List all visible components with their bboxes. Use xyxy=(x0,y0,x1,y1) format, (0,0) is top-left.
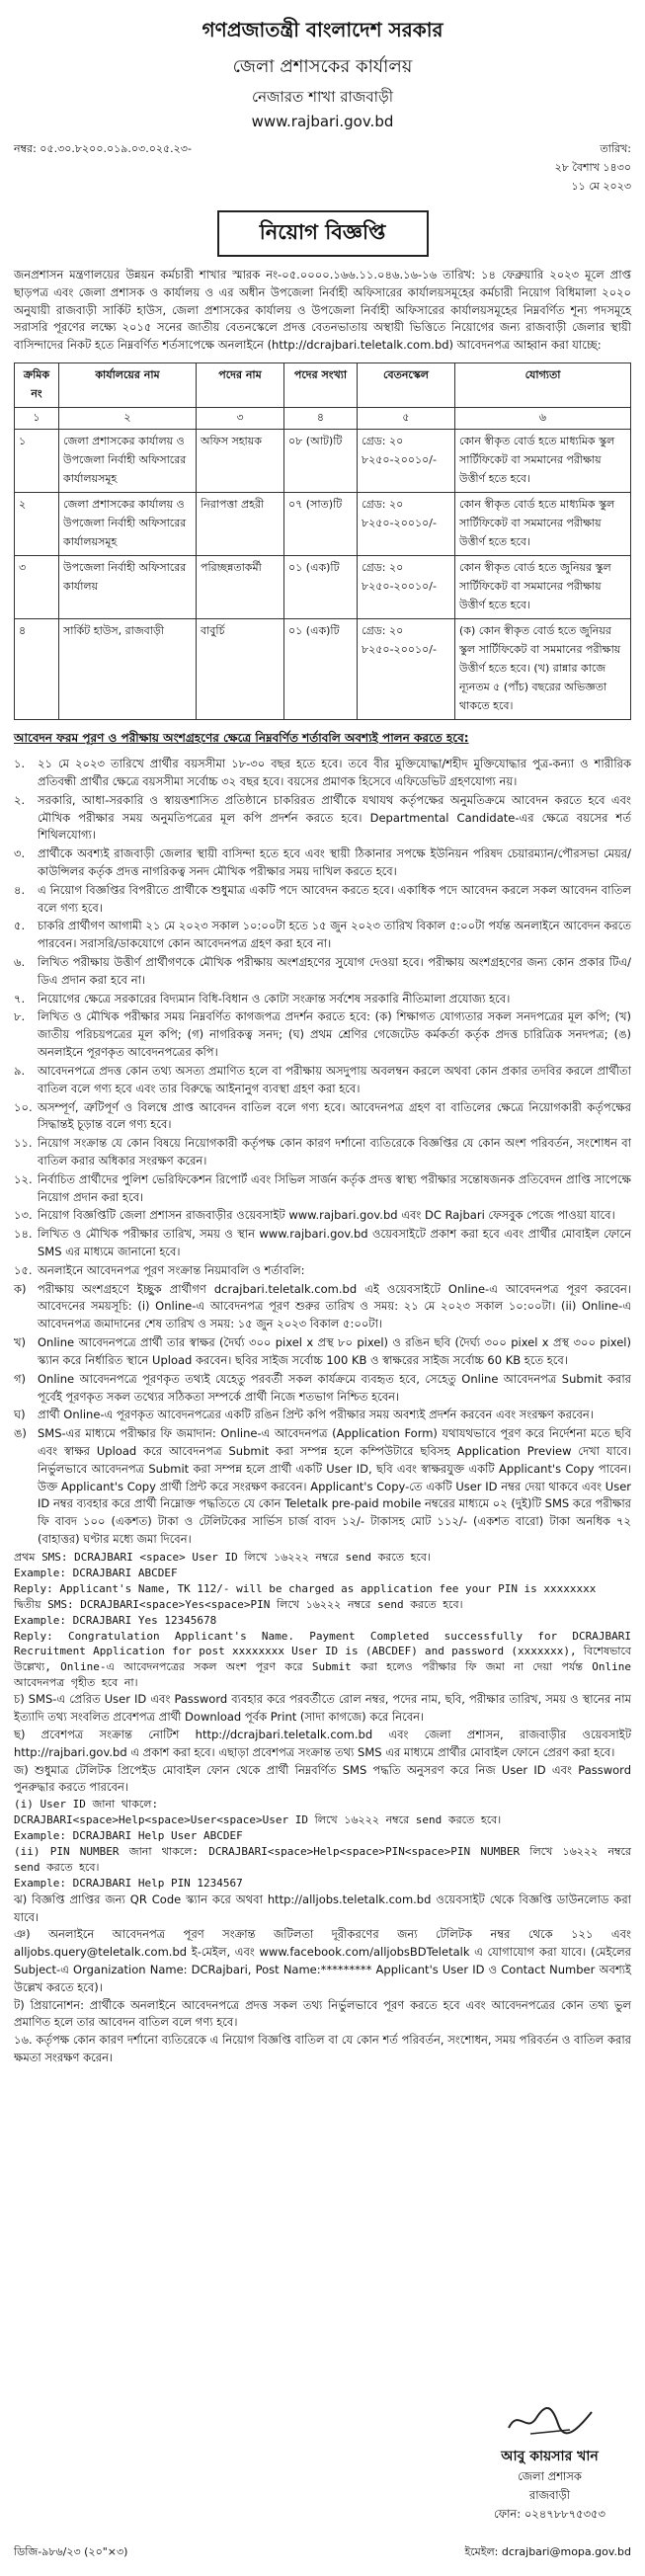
condition-text: Online আবেদনপত্রে পূরণকৃত তথ্যই যেহেতু পরবর্তী সকল কার্যক্রমে ব্যবহৃত হবে, সেহেতু Online আবেদনপত্র Submit করার পূর্বেই পূরণকৃত সকল তথ্যের সঠিকতা সম্পর্কে প্রার্থী নিজে শতভাগ নিশ্চিত হবেন। xyxy=(38,1371,631,1404)
column-number: ৪ xyxy=(284,408,358,430)
header-serial: ক্রমিক নং xyxy=(15,363,59,408)
signatory-place: রাজবাড়ী xyxy=(528,2488,571,2502)
cell-qualification: কোন স্বীকৃত বোর্ড হতে মাধ্যমিক স্কুল সার্টিফিকেট বা সমমানের পরীক্ষায় উত্তীর্ণ হতে হবে। xyxy=(455,430,631,493)
cell-serial: ২ xyxy=(15,493,59,556)
column-number: ৩ xyxy=(197,408,284,430)
condition-text: ২১ মে ২০২৩ তারিখে প্রার্থীর বয়সসীমা ১৮-৩০ বছর হতে হবে। তবে বীর মুক্তিযোদ্ধা/শহীদ মুক্তিযোদ্ধার পুত্র-কন্যা ও শারীরিক প্রতিবন্ধী প্রার্থীর ক্ষেত্রে বয়সসীমা সর্বোচ্চ ৩২ বছর হবে। বয়সের প্রমাণক হিসেবে এফিডেভিট গ্রহণযোগ্য নয়। xyxy=(38,757,631,788)
cell-office: উপজেলা নির্বাহী অফিসারের কার্যালয় xyxy=(59,556,197,619)
condition-number: ৪. xyxy=(14,882,26,897)
condition-item xyxy=(14,1407,631,1424)
intro-paragraph: জনপ্রশাসন মন্ত্রণালয়ের উন্নয়ন কর্মচারী শাখার স্মারক নং-০৫.০০০০.১৬৬.১১.০৪৬.১৬-১৬ তারিখ: ১৪ ফেব্রুয়ারি ২০২৩ মূলে প্রাপ্ত ছাড়পত্র এবং জেলা প্রশাসক ও কার্যালয় ও এর অধীন উপজেলা নির্বাহী অফিসারের কার্যালয়সমূহের কর্মচারী নিয়োগ বিধিমালা ২০২০ অনুযায়ী রাজবাড়ী সার্কিট হাউস, জেলা প্রশাসকের কার্যালয় ও উপজেলা নির্বাহী অফিসারের কার্যালয়সমূহের নিম্নবর্ণিত শূন্য পদসমূহে সরাসরি পূরণের লক্ষ্যে ২০১৫ সনের জাতীয় বেতনস্কেলে প্রদত্ত বেতনভাতায় অস্থায়ী ভিত্তিতে নিয়োগের জন্য রাজবাড়ী জেলার স্থায়ী বাসিন্দাদের নিকট হতে নিম্নবর্ণিত শর্তসাপেক্ষে অনলাইনে (http://dcrajbari.teletalk.com.bd) আবেদনপত্র আহ্বান করা যাচ্ছে: xyxy=(14,268,631,353)
signatory-phone: ফোন: ০২৪৭৮৮৭৫৩৫৩ xyxy=(494,2507,605,2521)
condition-text: নিয়োগ বিজ্ঞপ্তিটি জেলা প্রশাসন রাজবাড়ীর ওয়েবসাইট www.rajbari.gov.bd এবং DC Rajbari ফেসবুক পেজে পাওয়া যাবে। xyxy=(38,1208,615,1223)
condition-text: চাকরি প্রার্থীগণ আগামী ২১ মে ২০২৩ সকাল ১০:০০টা হতে ১৫ জুন ২০২৩ তারিখ বিকাল ৫:০০টা পর্যন্ত অনলাইনে আবেদন করতে পারবেন। সরাসরি/ডাকযোগে কোন আবেদনপত্র গ্রহণ করা হবে না। xyxy=(38,919,631,951)
condition-text: লিখিত ও মৌখিক পরীক্ষার সময় নিম্নবর্ণিত কাগজপত্র প্রদর্শন করতে হবে: (ক) শিক্ষাগত যোগ্যতার সকল সনদপত্রের মূল কপি; (খ) জাতীয় পরিচয়পত্রের মূল কপি; (গ) নাগরিকত্ব সনদ; (ঘ) প্রথম শ্রেণির গেজেটেড কর্মকর্তা কর্তৃক প্রদত্ত চারিত্রিক সনদপত্র; (ঙ) অনলাইনে পূরণকৃত আবেদনপত্রের কপি। xyxy=(38,1009,631,1060)
posts-table xyxy=(14,362,631,720)
condition-item xyxy=(14,1371,631,1407)
sms-line: (i) User ID জানা থাকলে: xyxy=(14,1798,159,1811)
cell-qualification: (ক) কোন স্বীকৃত বোর্ড হতে জুনিয়র স্কুল সার্টিফিকেট বা সমমানের পরীক্ষায় উত্তীর্ণ হতে হবে। (খ) রান্নার কাজে ন্যূনতম ৫ (পাঁচ) বছরের অভিজ্ঞতা থাকতে হবে। xyxy=(455,619,631,720)
sms-line: Example: DCRAJBARI Help PIN 1234567 xyxy=(14,1876,243,1890)
sms-line: চ) SMS-এ প্রেরিত User ID এবং Password ব্যবহার করে পরবর্তীতে রোল নম্বর, পদের নাম, ছবি, পরীক্ষার তারিখ, সময় ও স্থানের নাম ইত্যাদি তথ্য সংবলিত প্রবেশপত্র প্রার্থী Download পূর্বক Print (সাদা কাগজে) করে নিবেন। xyxy=(14,1692,631,1725)
cell-count: ০১ (এক)টি xyxy=(284,556,358,619)
header-scale: বেতনস্কেল xyxy=(358,363,455,408)
condition-number: ৩. xyxy=(14,846,26,861)
sms-line: Example: DCRAJBARI Help User ABCDEF xyxy=(14,1829,243,1842)
cell-scale: গ্রেড: ২০ ৮২৫০-২০০১০/- xyxy=(358,493,455,556)
condition-item xyxy=(14,918,631,953)
condition-number: ২. xyxy=(14,792,26,807)
signatory-name: আবু কায়সার খান xyxy=(501,2449,599,2464)
column-number: ২ xyxy=(59,408,197,430)
condition-number: ১২. xyxy=(14,1171,33,1186)
cell-office: সার্কিট হাউস, রাজবাড়ী xyxy=(59,619,197,720)
sms-line: দ্বিতীয় SMS: DCRAJBARI<space>Yes<space>PIN লিখে ১৬২২২ নম্বরে send করতে হবে। xyxy=(14,1597,463,1611)
cell-office: জেলা প্রশাসকের কার্যালয় ও উপজেলা নির্বাহী অফিসারের কার্যালয়সমূহ xyxy=(59,493,197,556)
sms-line: জ) শুধুমাত্র টেলিটক প্রিপেইড মোবাইল ফোন থেকে প্রার্থী নিম্নবর্ণিত SMS পদ্ধতি অনুসরণ করে নিজ User ID এবং Password পুনরুদ্ধার করতে পারবেন। xyxy=(14,1762,631,1795)
header-office: কার্যালয়ের নাম xyxy=(59,363,197,408)
table-header-row xyxy=(15,363,631,408)
condition-text: লিখিত ও মৌখিক পরীক্ষার তারিখ, সময় ও স্থান www.rajbari.gov.bd ওয়েবসাইটে প্রকাশ করা হবে এবং প্রার্থীর মোবাইল ফোনে SMS এর মাধ্যমে জানানো হবে। xyxy=(38,1227,631,1258)
condition-item xyxy=(14,1135,631,1170)
condition-item xyxy=(14,756,631,791)
memo-row xyxy=(14,140,631,197)
cell-scale: গ্রেড: ২০ ৮২৫০-২০০১০/- xyxy=(358,430,455,493)
table-column-number-row xyxy=(15,408,631,430)
condition-item xyxy=(14,991,631,1008)
cell-post: অফিস সহায়ক xyxy=(197,430,284,493)
header-qualification: যোগ্যতা xyxy=(455,363,631,408)
condition-text: পরীক্ষায় অংশগ্রহণে ইচ্ছুক প্রার্থীগণ dcrajbari.teletalk.com.bd এই ওয়েবসাইটে Online-এ আবেদনপত্র পূরণ করবেন। আবেদনের সময়সূচি: (i) Online-এ আবেদনপত্র পূরণ শুরুর তারিখ ও সময়: ২১ মে ২০২৩ সকাল ১০:০০টা। (ii) Online-এ আবেদনপত্র জমাদানের শেষ তারিখ ও সময়: ১৫ জুন ২০২৩ বিকাল ৫:০০টা। xyxy=(38,1281,631,1331)
cell-scale: গ্রেড: ২০ ৮২৫০-২০০১০/- xyxy=(358,619,455,720)
condition-item xyxy=(14,1207,631,1225)
date-label: তারিখ: xyxy=(600,142,631,155)
condition-number: ১৩. xyxy=(14,1208,33,1223)
condition-text: প্রার্থী Online-এ পূরণকৃত আবেদনপত্রের একটি রঙিন প্রিন্ট কপি পরীক্ষার সময় অবশ্যই প্রদর্শন করবেন এবং সংরক্ষণ করবেন। xyxy=(38,1408,594,1422)
table-row xyxy=(15,430,631,493)
cell-qualification: কোন স্বীকৃত বোর্ড হতে মাধ্যমিক স্কুল সার্টিফিকেট বা সমমানের পরীক্ষায় উত্তীর্ণ হতে হবে। xyxy=(455,493,631,556)
header-post: পদের নাম xyxy=(197,363,284,408)
sms-line: Example: DCRAJBARI ABCDEF xyxy=(14,1566,178,1579)
cell-qualification: কোন স্বীকৃত বোর্ড হতে জুনিয়র স্কুল সার্টিফিকেট বা সমমানের পরীক্ষায় উত্তীর্ণ হতে হবে। xyxy=(455,556,631,619)
cell-scale: গ্রেড: ২০ ৮২৫০-২০০১০/- xyxy=(358,556,455,619)
condition-number: গ) xyxy=(14,1371,27,1386)
condition-text: নিয়োগের ক্ষেত্রে সরকারের বিদ্যমান বিধি-বিধান ও কোটা সংক্রান্ত সর্বশেষ সরকারি নীতিমালা প্রযোজ্য হবে। xyxy=(38,991,511,1006)
condition-item xyxy=(14,882,631,918)
government-title: গণপ্রজাতন্ত্রী বাংলাদেশ সরকার xyxy=(202,18,443,41)
condition-item xyxy=(14,1008,631,1061)
condition-text: প্রার্থীকে অবশ্যই রাজবাড়ী জেলার স্থায়ী বাসিন্দা হতে হবে এবং স্থায়ী ঠিকানার সপক্ষে ইউনিয়ন পরিষদ চেয়ারম্যান/পৌরসভা মেয়র/কাউন্সিলর কর্তৃক প্রদত্ত নাগরিকত্ব সনদ মৌখিক পরীক্ষার সময় দাখিল করতে হবে। xyxy=(38,846,631,878)
cell-count: ০১ (এক)টি xyxy=(284,619,358,720)
column-number: ৫ xyxy=(358,408,455,430)
condition-item xyxy=(14,1334,631,1370)
cell-post: নিরাপত্তা প্রহরী xyxy=(197,493,284,556)
condition-item xyxy=(14,792,631,845)
memo-reference: নম্বর: ০৫.৩০.৮২০০.০১৯.০৩.০২৫.২৩- xyxy=(14,142,192,155)
table-row xyxy=(15,556,631,619)
cell-count: ০৭ (সাত)টি xyxy=(284,493,358,556)
condition-text: অনলাইনে আবেদনপত্র পূরণ সংক্রান্ত নিয়মাবলি ও শর্তাবলি: xyxy=(38,1262,305,1277)
notice-title: নিয়োগ বিজ্ঞপ্তি xyxy=(217,210,429,257)
signature-icon xyxy=(501,2400,600,2440)
condition-text: Online আবেদনপত্রে প্রার্থী তার স্বাক্ষর (দৈর্ঘ্য ৩০০ pixel x প্রস্থ ৮০ pixel) ও রঙিন ছবি (দৈর্ঘ্য ৩০০ pixel x প্রস্থ ৩০০ pixel) স্ক্যান করে নির্ধারিত স্থানে Upload করবেন। ছবির সাইজ সর্বোচ্চ 100 KB ও স্বাক্ষরের সাইজ সর্বোচ্চ 60 KB হতে হবে। xyxy=(38,1335,631,1367)
condition-text: সরকারি, আধা-সরকারি ও স্বায়ত্তশাসিত প্রতিষ্ঠানে চাকরিরত প্রার্থীকে যথাযথ কর্তৃপক্ষের অনুমতিক্রমে আবেদন করতে হবে এবং মৌখিক পরীক্ষার সময় অনুমতিপত্রের মূল কপি প্রদর্শন করতে হবে। Departmental Candidate-এর ক্ষেত্রে বয়সের শর্ত শিথিলযোগ্য। xyxy=(38,792,631,843)
condition-text: লিখিত পরীক্ষায় উত্তীর্ণ প্রার্থীগণকে মৌখিক পরীক্ষায় অংশগ্রহণের সুযোগ দেওয়া হবে। পরীক্ষায় অংশগ্রহণের জন্য কোন প্রকার টিএ/ডিএ প্রদান করা হবে না। xyxy=(38,955,631,987)
condition-number: ঘ) xyxy=(14,1408,26,1422)
date-bengali: ২৮ বৈশাখ ১৪৩০ xyxy=(554,161,631,174)
sms-instructions xyxy=(14,1550,631,1691)
condition-number: ১. xyxy=(14,757,26,771)
sms-line: প্রথম SMS: DCRAJBARI <space> User ID লিখে ১৬২২২ নম্বরে send করতে হবে। xyxy=(14,1550,431,1564)
cell-post: পরিচ্ছন্নতাকর্মী xyxy=(197,556,284,619)
sms-line: ছ) প্রবেশপত্র সংক্রান্ত নোটিশ http://dcrajbari.teletalk.com.bd এবং জেলা প্রশাসন, রাজবাড়ীর ওয়েবসাইট http://rajbari.gov.bd এ প্রকাশ করা হবে। এছাড়া প্রবেশপত্র সংক্রান্ত তথ্য SMS এর মাধ্যমে প্রার্থীর মোবাইল ফোনে প্রেরণ করা হবে। xyxy=(14,1727,631,1759)
condition-item xyxy=(14,1425,631,1549)
condition-item xyxy=(14,1063,631,1098)
sms-line: ঞ) অনলাইনে আবেদনপত্র পূরণ সংক্রান্ত জটিলতা দূরীকরণের জন্য টেলিটক নম্বর থেকে ১২১ এবং alljobs.query@teletalk.com.bd ই-মেইল, এবং www.facebook.com/alljobsBDTeletalk এ যোগাযোগ করা যাবে। (মেইলের Subject-এ Organization Name: DCRajbari, Post Name:********* Applicant's User ID ও Contact Number অবশ্যই উল্লেখ করতে হবে)। xyxy=(14,1927,631,1994)
sms-line: ১৬. কর্তৃপক্ষ কোন কারণ দর্শানো ব্যতিরেকে এ নিয়োগ বিজ্ঞপ্তি বাতিল বা যে কোন শর্ত পরিবর্তন, সংশোধন, সময় পরিবর্তন ও বাতিল করার ক্ষমতা সংরক্ষণ করেন। xyxy=(14,2033,631,2065)
condition-item xyxy=(14,1281,631,1333)
date-english: ১১ মে ২০২৩ xyxy=(571,180,631,193)
column-number: ৬ xyxy=(455,408,631,430)
condition-item xyxy=(14,1171,631,1207)
condition-item xyxy=(14,954,631,990)
sms-line: ঝ) বিজ্ঞপ্তি প্রাপ্তির জন্য QR Code স্ক্যান করে অথবা http://alljobs.teletalk.com.bd ওয়েবসাইট থেকে বিজ্ঞপ্তি ডাউনলোড করা যাবে। xyxy=(14,1892,631,1924)
condition-number: ১৪. xyxy=(14,1227,33,1242)
cell-count: ০৮ (আট)টি xyxy=(284,430,358,493)
sms-line: DCRAJBARI<space>Help<space>User<space>User ID লিখে ১৬২২২ নম্বরে send করতে হবে। xyxy=(14,1813,502,1827)
sms-line: (ii) PIN NUMBER জানা থাকলে: DCRAJBARI<space>Help<space>PIN<space>PIN NUMBER লিখে ১৬২২২ নম্বরে send করতে হবে। xyxy=(14,1844,631,1874)
table-row xyxy=(15,619,631,720)
condition-number: ক) xyxy=(14,1281,27,1296)
condition-item xyxy=(14,845,631,881)
condition-text: অসম্পূর্ণ, ত্রুটিপূর্ণ ও বিলম্বে প্রাপ্ত আবেদন বাতিল বলে গণ্য হবে। আবেদনপত্র গ্রহণ বা বাতিলের ক্ষেত্রে নিয়োগকারী কর্তৃপক্ষের সিদ্ধান্তই চূড়ান্ত বলে গণ্য হবে। xyxy=(38,1099,631,1132)
cell-serial: ৪ xyxy=(15,619,59,720)
sms-line: ট) প্রিয়ানোশন: প্রার্থীকে অনলাইনে আবেদনপত্রে প্রদত্ত সকল তথ্য নির্ভুলভাবে পূরণ করতে হবে এবং আবেদনপত্রের কোন তথ্য ভুল প্রমাণিত হলে তার আবেদন বাতিল বলে গণ্য হবে। xyxy=(14,1997,631,2030)
condition-text: SMS-এর মাধ্যমে পরীক্ষার ফি জমাদান: Online-এ আবেদনপত্র (Application Form) যথাযথভাবে পূরণ করে নির্দেশনা মতে ছবি এবং স্বাক্ষর Upload করে আবেদনপত্র Submit করা সম্পন্ন হলে কম্পিউটারে ছবিসহ Application Preview দেখা যাবে। নির্ভুলভাবে আবেদনপত্র Submit করা সম্পন্ন হলে প্রার্থী একটি User ID, ছবি এবং স্বাক্ষরযুক্ত একটি Applicant's Copy পাবেন। উক্ত Applicant's Copy প্রার্থী প্রিন্ট করে সংরক্ষণ করবেন। Applicant's Copy-তে একটি User ID নম্বর দেয়া থাকবে এবং User ID নম্বর ব্যবহার করে প্রার্থী নিম্নোক্ত পদ্ধতিতে যে কোন Teletalk pre-paid mobile নম্বরের মাধ্যমে ০২ (দুই)টি SMS করে পরীক্ষার ফি বাবদ ১০০ (একশত) টাকা ও টেলিটকের সার্ভিস চার্জ বাবদ ১২/- টাকাসহ মোট ১১২/- (একশত বারো) টাকা অনধিক ৭২ (বাহাত্তর) ঘণ্টার মধ্যে জমা দিবেন। xyxy=(38,1426,631,1546)
condition-number: ৯. xyxy=(14,1063,26,1078)
sms-line: Reply: Applicant's Name, TK 112/- will be charged as application fee your PIN is xxxxxxxx xyxy=(14,1581,597,1595)
cell-serial: ১ xyxy=(15,430,59,493)
condition-text: আবেদনপত্রে প্রদত্ত কোন তথ্য অসত্য প্রমাণিত হলে বা পরীক্ষায় অসদুপায় অবলম্বন করলে অথবা কোন প্রকার তদবির করলে প্রার্থীতা বাতিল বলে গণ্য হবে এবং তার বিরুদ্ধে আইনানুগ ব্যবস্থা গ্রহণ করা হবে। xyxy=(38,1063,631,1095)
cell-serial: ৩ xyxy=(15,556,59,619)
footer xyxy=(14,2543,631,2562)
condition-text: নির্বাচিত প্রার্থীদের পুলিশ ভেরিফিকেশন রিপোর্ট এবং সিভিল সার্জন কর্তৃক প্রদত্ত স্বাস্থ্য পরীক্ষার সন্তোষজনক প্রতিবেদন প্রাপ্তি সাপেক্ষে নিয়োগ প্রদান করা হবে। xyxy=(38,1171,631,1204)
publication-code: ডিজি-৯৮৬/২৩ (২০"×৩) xyxy=(14,2545,128,2558)
condition-number: ঙ) xyxy=(14,1426,27,1441)
condition-number: ৮. xyxy=(14,1009,26,1024)
signatory-email[interactable]: ইমেইল: dcrajbari@mopa.gov.bd xyxy=(464,2545,631,2558)
conditions-heading: আবেদন ফরম পূরণ ও পরীক্ষায় অংশগ্রহণের ক্ষেত্রে নিম্নবর্ণিত শর্তাবলি অবশ্যই পালন করতে হবে: xyxy=(14,731,469,746)
column-number: ১ xyxy=(15,408,59,430)
cell-office: জেলা প্রশাসকের কার্যালয় ও উপজেলা নির্বাহী অফিসারের কার্যালয়সমূহ xyxy=(59,430,197,493)
condition-number: ১০. xyxy=(14,1099,33,1114)
condition-number: খ) xyxy=(14,1335,27,1350)
letterhead xyxy=(14,16,631,130)
signature-block xyxy=(494,2400,605,2525)
condition-number: ৬. xyxy=(14,955,26,969)
recovery-instructions xyxy=(14,1797,631,1892)
sms-line: Reply: Congratulation Applicant's Name. Payment Completed successfully for DCRAJBARI Recruitment Application for post xxxxxxxx User ID is (ABCDEF) and password (xxxxxxx), বিশেষভাবে উল্লেখ্য, Online-এ আবেদনপত্রের সকল অংশ পূরণ করে Submit করা হলেও পরীক্ষার ফি জমা না দেয়া পর্যন্ত Online আবেদনপত্র গৃহীত হবে না। xyxy=(14,1629,631,1690)
sms-line: Example: DCRAJBARI Yes 12345678 xyxy=(14,1613,217,1627)
branch-name: নেজারত শাখা রাজবাড়ী xyxy=(252,88,393,106)
condition-text: নিয়োগ সংক্রান্ত যে কোন বিষয়ে নিয়োগকারী কর্তৃপক্ষ কোন কারণ দর্শানো ব্যতিরেকে বিজ্ঞপ্তির যে কোন অংশ পরিবর্তন, সংশোধন বা বাতিল করার অধিকার সংরক্ষণ করেন। xyxy=(38,1136,631,1167)
condition-item xyxy=(14,1262,631,1280)
condition-number: ১১. xyxy=(14,1136,33,1151)
website-link[interactable]: www.rajbari.gov.bd xyxy=(251,113,394,130)
condition-number: ১৫. xyxy=(14,1262,33,1277)
office-name: জেলা প্রশাসকের কার্যালয় xyxy=(232,56,413,77)
cell-post: বাবুর্চি xyxy=(197,619,284,720)
memo-date xyxy=(555,140,631,197)
condition-item xyxy=(14,1226,631,1261)
conditions-list xyxy=(14,756,631,2067)
table-row xyxy=(15,493,631,556)
condition-item xyxy=(14,1099,631,1135)
condition-number: ৭. xyxy=(14,991,26,1006)
condition-number: ৫. xyxy=(14,919,26,933)
signatory-title: জেলা প্রশাসক xyxy=(518,2469,582,2483)
header-count: পদের সংখ্যা xyxy=(284,363,358,408)
condition-text: এ নিয়োগ বিজ্ঞপ্তির বিপরীতে প্রার্থীকে শুধুমাত্র একটি পদে আবেদন করতে হবে। একাধিক পদে আবেদন করলে সকল আবেদন বাতিল বলে গণ্য হবে। xyxy=(38,882,631,915)
